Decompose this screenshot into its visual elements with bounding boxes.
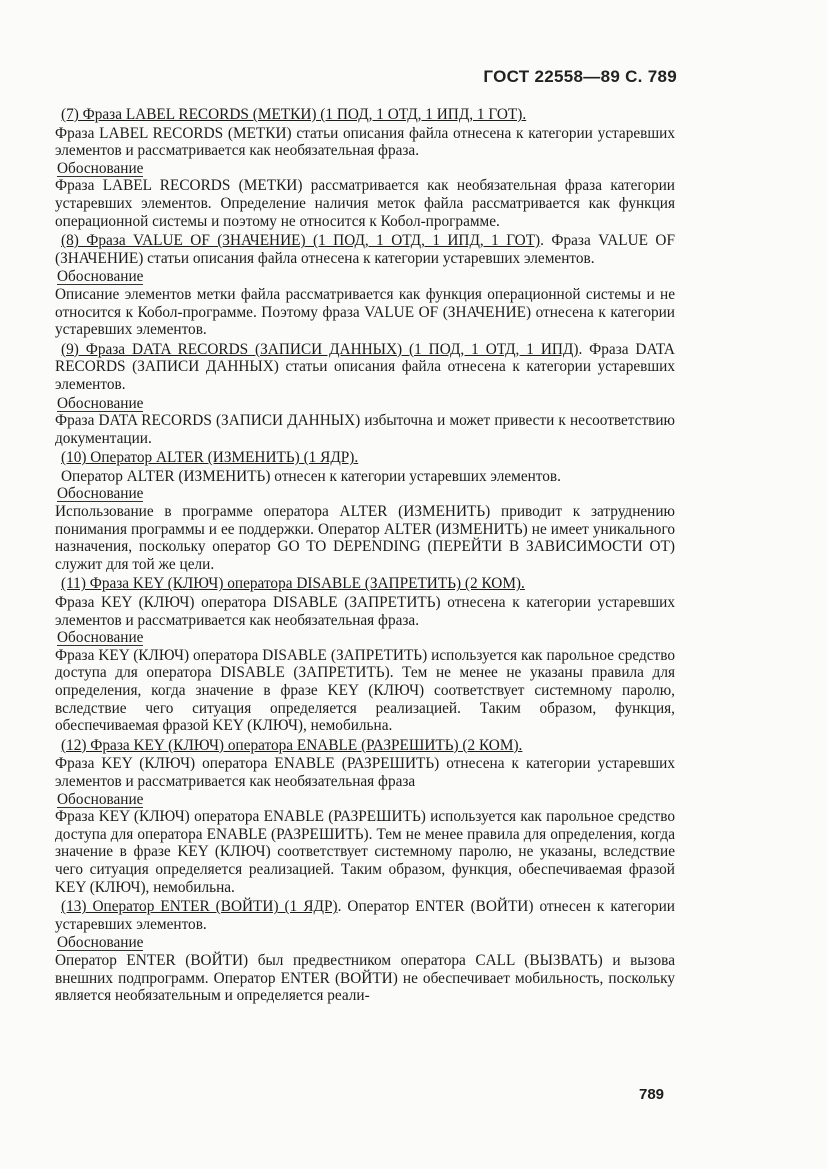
section-8 <box>55 232 675 339</box>
rationale-label: Обоснование <box>57 934 144 952</box>
heading-rest: . Фраза VALUE OF (ЗНАЧЕНИЕ) статьи описания файла отнесена к категории устаревших элементов. <box>55 232 675 267</box>
section-body: Фраза LABEL RECORDS (МЕТКИ) статьи описания файла отнесена к категории устаревших элементов и рассматривается как необязательная фраза. <box>55 124 675 160</box>
rationale-body: Описание элементов метки файла рассматривается как функция операционной системы и не относится к Кобол-программе. Поэтому фраза VALUE OF (ЗНАЧЕНИЕ) отнесена к категории устаревших элементов. <box>55 285 675 339</box>
rationale-label: Обоснование <box>57 394 144 412</box>
section-body: Оператор ALTER (ИЗМЕНИТЬ) отнесен к категории устаревших элементов. <box>61 467 561 485</box>
rationale-body: Фраза DATA RECORDS (ЗАПИСИ ДАННЫХ) избыточна и может привести к несоответствию документации. <box>55 412 675 447</box>
section-body: Фраза KEY (КЛЮЧ) оператора ENABLE (РАЗРЕШИТЬ) отнесена к категории устаревших элементов и рассматривается как необязательная фраза <box>55 755 675 790</box>
heading-underlined: (8) Фраза VALUE OF (ЗНАЧЕНИЕ) (1 ПОД, 1 ОТД, 1 ИПД, 1 ГОТ) <box>61 232 541 250</box>
section-heading <box>55 341 675 394</box>
section-heading <box>55 575 675 593</box>
heading-underlined: (9) Фраза DATA RECORDS (ЗАПИСИ ДАННЫХ) (1 ПОД, 1 ОТД, 1 ИПД) <box>61 340 579 358</box>
page-number: 789 <box>639 1086 665 1103</box>
heading-rest: . Фраза DATA RECORDS (ЗАПИСИ ДАННЫХ) статьи описания файла отнесена к категории устаревших элементов. <box>55 340 675 393</box>
section-heading <box>55 737 675 755</box>
heading-underlined: (11) Фраза KEY (КЛЮЧ) оператора DISABLE (ЗАПРЕТИТЬ) (2 КОМ). <box>61 575 525 593</box>
section-9 <box>55 341 675 448</box>
rationale-body: Использование в программе оператора ALTER (ИЗМЕНИТЬ) приводит к затруднению понимания программы и ее поддержки. Оператор ALTER (ИЗМЕНИТЬ) не имеет уникального назначения, поскольку оператор GO TO DEPENDING (ПЕРЕЙТИ В ЗАВИСИМОСТИ ОТ) служит для той же цели. <box>55 503 675 573</box>
rationale-body: Оператор ENTER (ВОЙТИ) был предвестником оператора CALL (ВЫЗВАТЬ) и вызова внешних подпрограмм. Оператор ENTER (ВОЙТИ) не обеспечивает мобильность, поскольку является необязательным и определяется реали- <box>55 951 675 1005</box>
rationale-label: Обоснование <box>57 629 144 647</box>
page-header: ГОСТ 22558—89 С. 789 <box>483 67 677 86</box>
heading-underlined: (10) Оператор ALTER (ИЗМЕНИТЬ) (1 ЯДР). <box>61 449 359 467</box>
rationale-body: Фраза KEY (КЛЮЧ) оператора ENABLE (РАЗРЕШИТЬ) используется как парольное средство доступа для оператора ENABLE (РАЗРЕШИТЬ). Тем не менее правила для определения, когда значение в фразе KEY (КЛЮЧ) соответствует системному паролю, не указаны, вследствие чего ситуация определяется реализацией. Таким образом, функция, обеспечиваемая фразой KEY (КЛЮЧ), немобильна. <box>55 808 675 896</box>
rationale-body: Фраза LABEL RECORDS (МЕТКИ) рассматривается как необязательная фраза категории устаревших элементов. Определение наличия меток файла рассматривается как функция операционной системы и поэтому не относится к Кобол-программе. <box>55 177 675 230</box>
section-heading <box>55 232 675 267</box>
heading-underlined: (13) Оператор ENTER (ВОЙТИ) (1 ЯДР) <box>61 898 338 916</box>
section-heading <box>55 106 675 124</box>
section-11 <box>55 575 675 734</box>
rationale-label: Обоснование <box>57 790 144 808</box>
document-body <box>55 104 675 1005</box>
section-heading <box>55 898 675 933</box>
heading-underlined: (12) Фраза KEY (КЛЮЧ) оператора ENABLE (РАЗРЕШИТЬ) (2 КОМ). <box>61 736 523 754</box>
section-10 <box>55 449 675 573</box>
section-7 <box>55 106 675 230</box>
section-12 <box>55 737 675 896</box>
section-body: Фраза KEY (КЛЮЧ) оператора DISABLE (ЗАПРЕТИТЬ) отнесена к категории устаревших элементов и рассматривается как необязательная фраза. <box>55 594 675 629</box>
rationale-body: Фраза KEY (КЛЮЧ) оператора DISABLE (ЗАПРЕТИТЬ) используется как парольное средство доступа для оператора DISABLE (ЗАПРЕТИТЬ). Тем не менее не указаны правила для определения, когда значение в фразе KEY (КЛЮЧ) соответствует системному паролю, вследствие чего ситуация определяется реализацией. Таким образом, функция, обеспечиваемая фразой KEY (КЛЮЧ), немобильна. <box>55 646 675 735</box>
heading-underlined: (7) Фраза LABEL RECORDS (МЕТКИ) (1 ПОД, 1 ОТД, 1 ИПД, 1 ГОТ). <box>61 106 527 123</box>
rationale-label: Обоснование <box>57 268 144 286</box>
rationale-label: Обоснование <box>57 159 144 177</box>
section-heading <box>55 449 675 467</box>
section-13 <box>55 898 675 1005</box>
rationale-label: Обоснование <box>57 485 144 503</box>
heading-rest: . Оператор ENTER (ВОЙТИ) отнесен к категории устаревших элементов. <box>55 898 675 933</box>
